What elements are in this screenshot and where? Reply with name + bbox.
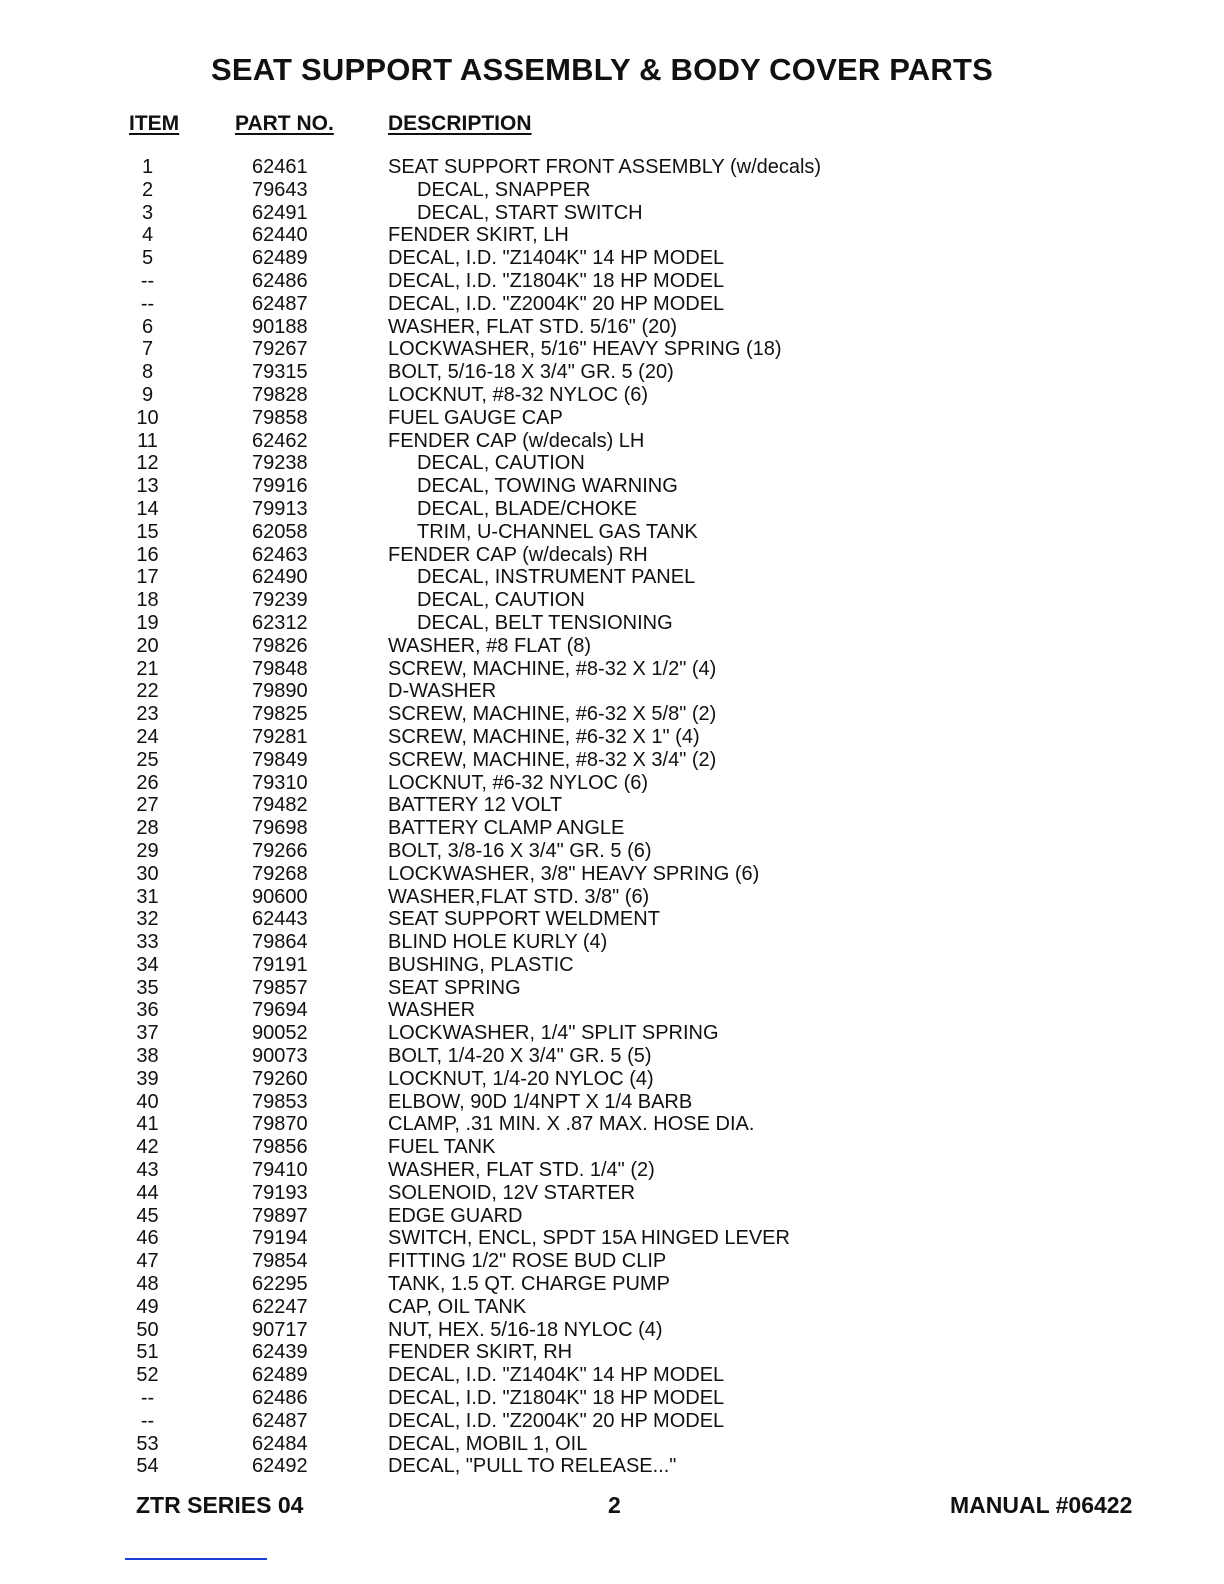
part-description: EDGE GUARD: [388, 1204, 523, 1227]
table-row: [0, 589, 1224, 612]
table-row: [0, 384, 1224, 407]
table-row: [0, 498, 1224, 521]
table-row: [0, 1045, 1224, 1068]
page-title: SEAT SUPPORT ASSEMBLY & BODY COVER PARTS: [211, 52, 993, 87]
item-number: 35: [136, 976, 159, 999]
part-number: 79897: [252, 1204, 308, 1227]
item-number: 12: [136, 452, 159, 475]
item-number: 31: [136, 885, 159, 908]
part-number: 90188: [252, 315, 308, 338]
item-number: 28: [136, 817, 159, 840]
part-description: LOCKWASHER, 3/8" HEAVY SPRING (6): [388, 862, 760, 885]
part-number: 79694: [252, 999, 308, 1022]
part-number: 79193: [252, 1181, 308, 1204]
table-row: [0, 749, 1224, 772]
table-row: [0, 1319, 1224, 1342]
table-row: [0, 1136, 1224, 1159]
table-row: [0, 452, 1224, 475]
part-description: FUEL TANK: [388, 1136, 496, 1159]
part-number: 79194: [252, 1227, 308, 1250]
part-number: 62058: [252, 520, 308, 543]
table-row: [0, 1273, 1224, 1296]
table-row: [0, 1455, 1224, 1478]
table-row: [0, 931, 1224, 954]
part-description: NUT, HEX. 5/16-18 NYLOC (4): [388, 1318, 663, 1341]
part-number: 62443: [252, 908, 308, 931]
part-description: LOCKWASHER, 1/4" SPLIT SPRING: [388, 1022, 719, 1045]
part-description: D-WASHER: [388, 680, 497, 703]
item-number: 40: [136, 1090, 159, 1113]
part-description: SWITCH, ENCL, SPDT 15A HINGED LEVER: [388, 1227, 790, 1250]
table-row: [0, 293, 1224, 316]
table-row: [0, 179, 1224, 202]
part-description: LOCKNUT, 1/4-20 NYLOC (4): [388, 1067, 654, 1090]
part-number: 62440: [252, 224, 308, 247]
part-description: SCREW, MACHINE, #8-32 X 1/2" (4): [388, 657, 717, 680]
part-description: SCREW, MACHINE, #6-32 X 5/8" (2): [388, 703, 717, 726]
table-row: [0, 566, 1224, 589]
part-description: WASHER, FLAT STD. 5/16" (20): [388, 315, 678, 338]
part-number: 79848: [252, 657, 308, 680]
table-row: [0, 999, 1224, 1022]
part-description: DECAL, I.D. "Z2004K" 20 HP MODEL: [388, 1409, 725, 1432]
part-description: SCREW, MACHINE, #6-32 X 1" (4): [388, 725, 700, 748]
item-number: --: [140, 1409, 155, 1432]
item-number: 26: [136, 771, 159, 794]
part-number: 79191: [252, 953, 308, 976]
part-number: 79260: [252, 1067, 308, 1090]
item-number: 36: [136, 999, 159, 1022]
item-number: 43: [136, 1159, 159, 1182]
part-description: BOLT, 5/16-18 X 3/4" GR. 5 (20): [388, 361, 674, 384]
table-row: [0, 1068, 1224, 1091]
footer-series: ZTR SERIES 04: [136, 1492, 304, 1518]
item-number: 11: [137, 429, 158, 452]
table-row: [0, 954, 1224, 977]
item-number: 30: [136, 862, 159, 885]
table-row: [0, 772, 1224, 795]
part-description: DECAL, CAUTION: [417, 452, 585, 475]
item-number: 27: [136, 794, 159, 817]
part-number: 79858: [252, 406, 308, 429]
item-number: 25: [136, 748, 159, 771]
part-number: 79315: [252, 361, 308, 384]
item-number: 50: [136, 1318, 159, 1341]
table-row: [0, 521, 1224, 544]
column-header-item: ITEM: [129, 112, 180, 135]
part-description: DECAL, I.D. "Z2004K" 20 HP MODEL: [388, 292, 725, 315]
item-number: 33: [136, 931, 159, 954]
item-number: 16: [136, 543, 159, 566]
item-number: 48: [136, 1273, 159, 1296]
part-description: WASHER,FLAT STD. 3/8" (6): [388, 885, 650, 908]
part-description: DECAL, CAUTION: [417, 589, 585, 612]
table-row: [0, 1182, 1224, 1205]
part-number: 79825: [252, 703, 308, 726]
part-description: ELBOW, 90D 1/4NPT X 1/4 BARB: [388, 1090, 693, 1113]
item-number: 37: [136, 1022, 159, 1045]
item-number: 5: [141, 247, 154, 270]
item-number: --: [140, 269, 155, 292]
item-number: 44: [136, 1181, 159, 1204]
part-description: FENDER SKIRT, LH: [388, 224, 569, 247]
parts-table: [0, 156, 1224, 1478]
item-number: 1: [141, 156, 154, 178]
item-number: 46: [136, 1227, 159, 1250]
part-number: 90717: [252, 1318, 308, 1341]
item-number: 18: [136, 589, 159, 612]
part-number: 79826: [252, 634, 308, 657]
item-number: 20: [136, 634, 159, 657]
part-number: 90600: [252, 885, 308, 908]
table-row: [0, 658, 1224, 681]
part-description: DECAL, SNAPPER: [417, 178, 591, 201]
part-description: CAP, OIL TANK: [388, 1295, 527, 1318]
part-number: 90073: [252, 1045, 308, 1068]
item-number: 38: [136, 1045, 159, 1068]
item-number: --: [140, 292, 155, 315]
part-description: DECAL, "PULL TO RELEASE...": [388, 1455, 677, 1478]
part-number: 62487: [252, 1409, 308, 1432]
table-row: [0, 1433, 1224, 1456]
table-row: [0, 407, 1224, 430]
part-number: 79890: [252, 680, 308, 703]
table-row: [0, 1410, 1224, 1433]
table-row: [0, 1227, 1224, 1250]
part-description: DECAL, MOBIL 1, OIL: [388, 1432, 588, 1455]
table-row: [0, 224, 1224, 247]
footer-page-number: 2: [608, 1492, 621, 1518]
item-number: 52: [136, 1364, 159, 1387]
item-number: 22: [136, 680, 159, 703]
part-description: FITTING 1/2" ROSE BUD CLIP: [388, 1250, 667, 1273]
part-number: 79698: [252, 817, 308, 840]
part-number: 62484: [252, 1432, 308, 1455]
item-number: 8: [141, 361, 154, 384]
item-number: 21: [136, 657, 159, 680]
part-number: 79239: [252, 589, 308, 612]
part-number: 62247: [252, 1295, 308, 1318]
part-number: 62489: [252, 1364, 308, 1387]
part-number: 79849: [252, 748, 308, 771]
item-number: 9: [141, 383, 154, 406]
part-number: 79643: [252, 178, 308, 201]
part-number: 62463: [252, 543, 308, 566]
part-description: DECAL, START SWITCH: [417, 201, 643, 224]
item-number: 45: [136, 1204, 159, 1227]
part-description: DECAL, BLADE/CHOKE: [417, 497, 638, 520]
item-number: 53: [136, 1432, 159, 1455]
part-number: 79310: [252, 771, 308, 794]
table-row: [0, 270, 1224, 293]
table-row: [0, 338, 1224, 361]
item-number: 42: [136, 1136, 159, 1159]
table-row: [0, 202, 1224, 225]
part-description: DECAL, I.D. "Z1804K" 18 HP MODEL: [388, 269, 725, 292]
part-number: 79482: [252, 794, 308, 817]
item-number: 3: [141, 201, 154, 224]
part-description: LOCKNUT, #8-32 NYLOC (6): [388, 383, 649, 406]
item-number: 54: [136, 1455, 159, 1478]
item-number: 10: [136, 406, 159, 429]
table-row: [0, 1387, 1224, 1410]
part-number: 62487: [252, 292, 308, 315]
part-description: BUSHING, PLASTIC: [388, 953, 574, 976]
table-row: [0, 680, 1224, 703]
part-description: SEAT SUPPORT WELDMENT: [388, 908, 660, 931]
item-number: 17: [136, 566, 159, 589]
part-number: 90052: [252, 1022, 308, 1045]
table-row: [0, 1091, 1224, 1114]
part-number: 62462: [252, 429, 308, 452]
item-number: --: [140, 1387, 155, 1410]
table-row: [0, 1022, 1224, 1045]
item-number: 29: [136, 839, 159, 862]
table-row: [0, 612, 1224, 635]
part-description: BATTERY CLAMP ANGLE: [388, 817, 625, 840]
table-row: [0, 840, 1224, 863]
table-row: [0, 817, 1224, 840]
item-number: 47: [136, 1250, 159, 1273]
item-number: 19: [136, 611, 159, 634]
part-description: BOLT, 1/4-20 X 3/4" GR. 5 (5): [388, 1045, 652, 1068]
table-row: [0, 1205, 1224, 1228]
item-number: 14: [136, 497, 159, 520]
part-number: 62490: [252, 566, 308, 589]
item-number: 7: [141, 338, 154, 361]
part-description: TRIM, U-CHANNEL GAS TANK: [417, 520, 698, 543]
table-row: [0, 703, 1224, 726]
part-number: 79854: [252, 1250, 308, 1273]
table-row: [0, 156, 1224, 179]
part-number: 79857: [252, 976, 308, 999]
part-description: WASHER: [388, 999, 476, 1022]
table-row: [0, 726, 1224, 749]
table-row: [0, 1296, 1224, 1319]
column-header-description: DESCRIPTION: [388, 112, 532, 135]
part-description: LOCKNUT, #6-32 NYLOC (6): [388, 771, 649, 794]
part-description: TANK, 1.5 QT. CHARGE PUMP: [388, 1273, 670, 1296]
part-description: BATTERY 12 VOLT: [388, 794, 563, 817]
footer-manual-number: MANUAL #06422: [950, 1492, 1133, 1518]
item-number: 15: [136, 520, 159, 543]
part-description: WASHER, #8 FLAT (8): [388, 634, 592, 657]
part-description: WASHER, FLAT STD. 1/4" (2): [388, 1159, 655, 1182]
bottom-divider-line: [125, 1558, 267, 1560]
part-number: 62461: [252, 156, 308, 178]
part-number: 79281: [252, 725, 308, 748]
table-row: [0, 1113, 1224, 1136]
part-number: 79916: [252, 475, 308, 498]
item-number: 32: [136, 908, 159, 931]
part-number: 62489: [252, 247, 308, 270]
part-description: FENDER CAP (w/decals) RH: [388, 543, 648, 566]
part-number: 79856: [252, 1136, 308, 1159]
table-row: [0, 430, 1224, 453]
part-description: DECAL, I.D. "Z1404K" 14 HP MODEL: [388, 1364, 725, 1387]
part-number: 79238: [252, 452, 308, 475]
item-number: 34: [136, 953, 159, 976]
table-row: [0, 475, 1224, 498]
table-row: [0, 794, 1224, 817]
table-row: [0, 863, 1224, 886]
table-row: [0, 247, 1224, 270]
item-number: 49: [136, 1295, 159, 1318]
item-number: 39: [136, 1067, 159, 1090]
part-number: 62295: [252, 1273, 308, 1296]
table-row: [0, 1159, 1224, 1182]
table-row: [0, 886, 1224, 909]
table-row: [0, 544, 1224, 567]
part-description: SOLENOID, 12V STARTER: [388, 1181, 636, 1204]
part-description: SEAT SPRING: [388, 976, 521, 999]
part-number: 62439: [252, 1341, 308, 1364]
part-number: 62492: [252, 1455, 308, 1478]
table-row: [0, 1341, 1224, 1364]
table-row: [0, 977, 1224, 1000]
part-description: LOCKWASHER, 5/16" HEAVY SPRING (18): [388, 338, 782, 361]
item-number: 51: [136, 1341, 159, 1364]
part-description: FENDER SKIRT, RH: [388, 1341, 573, 1364]
item-number: 41: [136, 1113, 159, 1136]
part-description: DECAL, I.D. "Z1404K" 14 HP MODEL: [388, 247, 725, 270]
item-number: 2: [141, 178, 154, 201]
part-description: DECAL, TOWING WARNING: [417, 475, 678, 498]
table-row: [0, 1364, 1224, 1387]
table-row: [0, 635, 1224, 658]
part-number: 79864: [252, 931, 308, 954]
part-number: 79410: [252, 1159, 308, 1182]
part-number: 62312: [252, 611, 308, 634]
table-row: [0, 908, 1224, 931]
part-description: FENDER CAP (w/decals) LH: [388, 429, 645, 452]
part-number: 79870: [252, 1113, 308, 1136]
part-description: DECAL, BELT TENSIONING: [417, 611, 673, 634]
part-description: SCREW, MACHINE, #8-32 X 3/4" (2): [388, 748, 717, 771]
part-number: 79267: [252, 338, 308, 361]
part-description: SEAT SUPPORT FRONT ASSEMBLY (w/decals): [388, 156, 822, 178]
part-description: BOLT, 3/8-16 X 3/4" GR. 5 (6): [388, 839, 652, 862]
column-header-part-no: PART NO.: [235, 112, 334, 135]
table-row: [0, 316, 1224, 339]
part-description: FUEL GAUGE CAP: [388, 406, 563, 429]
item-number: 23: [136, 703, 159, 726]
item-number: 6: [141, 315, 154, 338]
part-number: 79266: [252, 839, 308, 862]
part-description: CLAMP, .31 MIN. X .87 MAX. HOSE DIA.: [388, 1113, 755, 1136]
part-number: 62491: [252, 201, 308, 224]
item-number: 4: [141, 224, 154, 247]
part-description: BLIND HOLE KURLY (4): [388, 931, 608, 954]
part-description: DECAL, I.D. "Z1804K" 18 HP MODEL: [388, 1387, 725, 1410]
part-number: 79268: [252, 862, 308, 885]
part-description: DECAL, INSTRUMENT PANEL: [417, 566, 696, 589]
table-row: [0, 361, 1224, 384]
table-row: [0, 1250, 1224, 1273]
part-number: 79913: [252, 497, 308, 520]
part-number: 79828: [252, 383, 308, 406]
item-number: 24: [136, 725, 159, 748]
item-number: 13: [136, 475, 159, 498]
part-number: 62486: [252, 1387, 308, 1410]
part-number: 79853: [252, 1090, 308, 1113]
part-number: 62486: [252, 269, 308, 292]
